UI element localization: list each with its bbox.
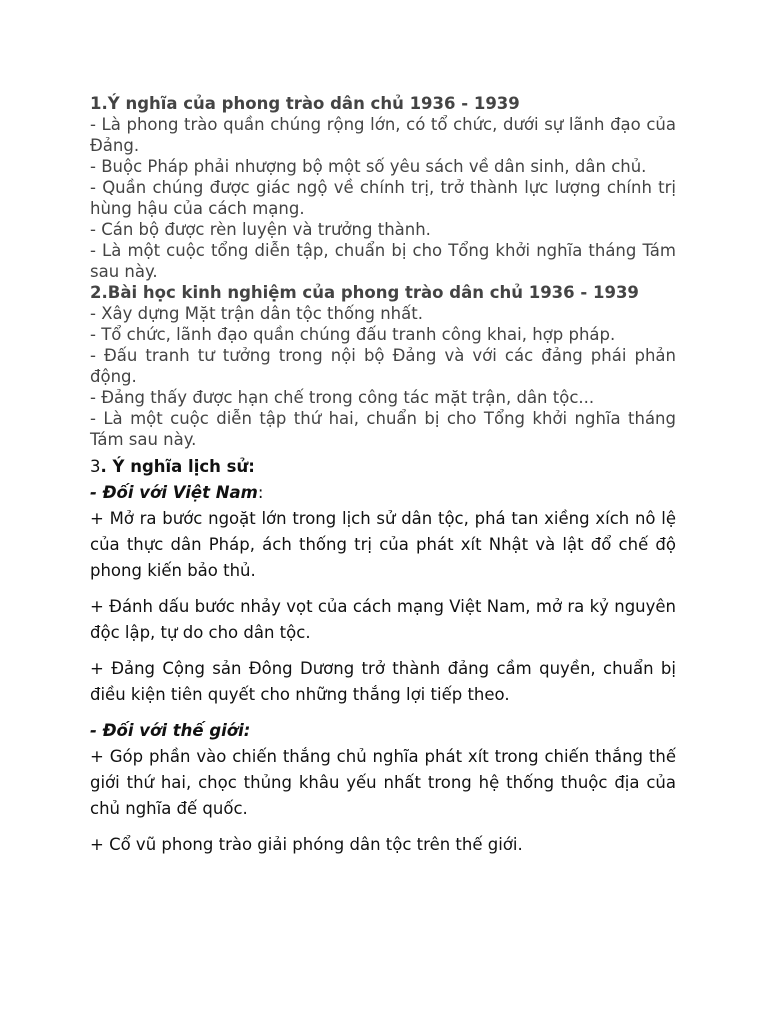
vietnam-colon: : — [257, 483, 264, 502]
vietnam-label: - Đối với Việt Nam — [90, 483, 258, 502]
section-1-item: - Buộc Pháp phải nhượng bộ một số yêu sách về dân sinh, dân chủ. — [90, 157, 647, 176]
section-2-heading: 2.Bài học kinh nghiệm của phong trào dân chủ 1936 - 1939 — [90, 283, 639, 302]
section-1-item: - Cán bộ được rèn luyện và trưởng thành. — [90, 220, 431, 239]
world-subheading: - Đối với thế giới: — [90, 721, 251, 740]
section-1-item: - Là một cuộc tổng diễn tập, chuẩn bị cho Tổng khởi nghĩa tháng Tám sau này. — [90, 241, 676, 281]
section-2-item: - Xây dựng Mặt trận dân tộc thống nhất. — [90, 304, 423, 323]
section-1 — [90, 93, 676, 282]
section-2 — [90, 282, 676, 450]
section-1-item: - Quần chúng được giác ngộ về chính trị, trở thành lực lượng chính trị hùng hậu của cách mạng. — [90, 178, 676, 218]
section-2-item: - Là một cuộc diễn tập thứ hai, chuẩn bị cho Tổng khởi nghĩa tháng Tám sau này. — [90, 409, 676, 449]
vietnam-item: + Mở ra bước ngoặt lớn trong lịch sử dân tộc, phá tan xiềng xích nô lệ của thực dân Pháp, ách thống trị của phát xít Nhật và lật đổ chế độ phong kiến bảo thủ. — [90, 509, 676, 580]
world-item: + Góp phần vào chiến thắng chủ nghĩa phát xít trong chiến thắng thế giới thứ hai, chọc thủng khâu yếu nhất trong hệ thống thuộc địa của chủ nghĩa đế quốc. — [90, 747, 676, 818]
world-item: + Cổ vũ phong trào giải phóng dân tộc trên thế giới. — [90, 835, 523, 854]
section-1-item: - Là phong trào quần chúng rộng lớn, có tổ chức, dưới sự lãnh đạo của Đảng. — [90, 115, 676, 155]
section-3-heading-number: 3 — [90, 457, 101, 476]
section-2-item: - Đảng thấy được hạn chế trong công tác mặt trận, dân tộc... — [90, 388, 595, 407]
document-page — [90, 93, 676, 868]
section-1-heading: 1.Ý nghĩa của phong trào dân chủ 1936 - 1939 — [90, 94, 520, 113]
vietnam-item: + Đánh dấu bước nhảy vọt của cách mạng Việt Nam, mở ra kỷ nguyên độc lập, tự do cho dân tộc. — [90, 597, 676, 642]
vietnam-item: + Đảng Cộng sản Đông Dương trở thành đảng cầm quyền, chuẩn bị điều kiện tiên quyết cho những thắng lợi tiếp theo. — [90, 659, 676, 704]
section-3-heading-text: . Ý nghĩa lịch sử: — [100, 457, 255, 476]
section-2-item: - Đấu tranh tư tưởng trong nội bộ Đảng và với các đảng phái phản động. — [90, 346, 676, 386]
vietnam-subheading — [90, 480, 676, 506]
section-2-item: - Tổ chức, lãnh đạo quần chúng đấu tranh công khai, hợp pháp. — [90, 325, 616, 344]
section-3 — [90, 454, 676, 858]
section-3-heading — [90, 454, 676, 480]
